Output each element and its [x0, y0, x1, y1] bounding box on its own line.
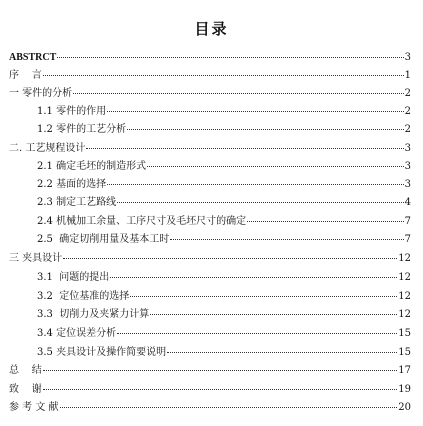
toc-entry-label: 3.2 定位基准的选择	[37, 291, 130, 302]
toc-entry-label: 3.5 夹具设计及操作简要说明	[37, 347, 167, 358]
leader-dots	[150, 314, 397, 315]
toc-entry-page: 12	[398, 253, 411, 264]
toc-entry-page: 19	[398, 384, 411, 395]
toc-entry-label: 2.2 基面的选择	[37, 179, 107, 190]
page-title: 目录	[194, 20, 229, 38]
toc-entry-page: 17	[398, 365, 411, 376]
leader-dots	[63, 258, 397, 259]
toc-entry-label: ABSTRCT	[9, 52, 57, 63]
toc-entry-label: 3.4 定位误差分析	[37, 328, 117, 339]
toc-entry-page: 3	[404, 143, 411, 154]
toc-entry-summary[interactable]	[9, 365, 411, 377]
toc-entry-page: 7	[404, 234, 411, 245]
toc-entry-page: 12	[398, 309, 411, 320]
toc-entry-chapter-1[interactable]	[9, 88, 411, 100]
toc-entry-2-5[interactable]	[37, 234, 411, 246]
leader-dots	[60, 407, 398, 408]
toc-entry-page: 12	[398, 272, 411, 283]
leader-dots	[86, 148, 403, 149]
toc-entry-label: 总 结	[9, 365, 42, 376]
leader-dots	[167, 352, 397, 353]
toc-entry-chapter-3[interactable]	[9, 253, 411, 265]
leader-dots	[117, 333, 397, 334]
toc-entry-3-5[interactable]	[37, 347, 411, 359]
leader-dots	[170, 239, 403, 240]
toc-entry-1-1[interactable]	[37, 106, 411, 118]
toc-entry-2-2[interactable]	[37, 179, 411, 191]
leader-dots	[147, 166, 404, 167]
toc-entry-label: 3.3 切削力及夹紧力计算	[37, 309, 150, 320]
leader-dots	[43, 75, 404, 76]
toc-entry-label: 参 考 文 献	[9, 402, 59, 413]
toc-entry-abstract[interactable]	[9, 52, 411, 64]
toc-entry-label: 二. 工艺规程设计	[9, 143, 86, 154]
toc-entry-preface[interactable]	[9, 70, 411, 82]
toc-entry-page: 20	[398, 402, 411, 413]
toc-entry-label: 2.4 机械加工余量、工序尺寸及毛坯尺寸的确定	[37, 216, 247, 227]
toc-entry-1-2[interactable]	[37, 124, 411, 136]
leader-dots	[73, 93, 403, 94]
toc-entry-3-1[interactable]	[37, 272, 411, 284]
toc-entry-page: 2	[404, 124, 411, 135]
toc-entry-page: 3	[404, 179, 411, 190]
toc-entry-label: 致 谢	[9, 384, 42, 395]
toc-entry-page: 15	[398, 347, 411, 358]
leader-dots	[127, 129, 404, 130]
leader-dots	[43, 370, 398, 371]
toc-entry-label: 三 夹具设计	[9, 253, 63, 264]
toc-entry-page: 4	[404, 197, 411, 208]
leader-dots	[110, 277, 397, 278]
toc-entry-page: 3	[404, 52, 411, 63]
leader-dots	[107, 111, 404, 112]
toc-entry-label: 3.1 问题的提出	[37, 272, 110, 283]
toc-entry-3-4[interactable]	[37, 328, 411, 340]
toc-entry-label: 序 言	[9, 70, 42, 81]
toc-entry-2-3[interactable]	[37, 197, 411, 209]
toc-entry-chapter-2[interactable]	[9, 143, 411, 155]
toc-entry-label: 一 零件的分析	[9, 88, 73, 99]
leader-dots	[117, 202, 404, 203]
toc-entry-page: 15	[398, 328, 411, 339]
toc-entry-label: 2.5 确定切削用量及基本工时	[37, 234, 170, 245]
toc-entry-label: 1.1 零件的作用	[37, 106, 107, 117]
toc-entry-page: 1	[404, 70, 411, 81]
leader-dots	[247, 221, 404, 222]
toc-entry-label: 1.2 零件的工艺分析	[37, 124, 127, 135]
leader-dots	[43, 389, 398, 390]
toc-entry-page: 2	[404, 88, 411, 99]
toc-entry-2-4[interactable]	[37, 216, 411, 228]
toc-entry-label: 2.1 确定毛坯的制造形式	[37, 161, 147, 172]
toc-entry-label: 2.3 制定工艺路线	[37, 197, 117, 208]
toc-entry-page: 2	[404, 106, 411, 117]
toc-entry-2-1[interactable]	[37, 161, 411, 173]
toc-entry-page: 3	[404, 161, 411, 172]
toc-entry-3-2[interactable]	[37, 291, 411, 303]
toc-entry-page: 12	[398, 291, 411, 302]
toc-entry-references[interactable]	[9, 402, 411, 414]
leader-dots	[107, 184, 404, 185]
toc-entry-page: 7	[404, 216, 411, 227]
leader-dots	[130, 296, 397, 297]
leader-dots	[57, 57, 403, 58]
toc-entry-3-3[interactable]	[37, 309, 411, 321]
toc-entry-acknowledgements[interactable]	[9, 384, 411, 396]
